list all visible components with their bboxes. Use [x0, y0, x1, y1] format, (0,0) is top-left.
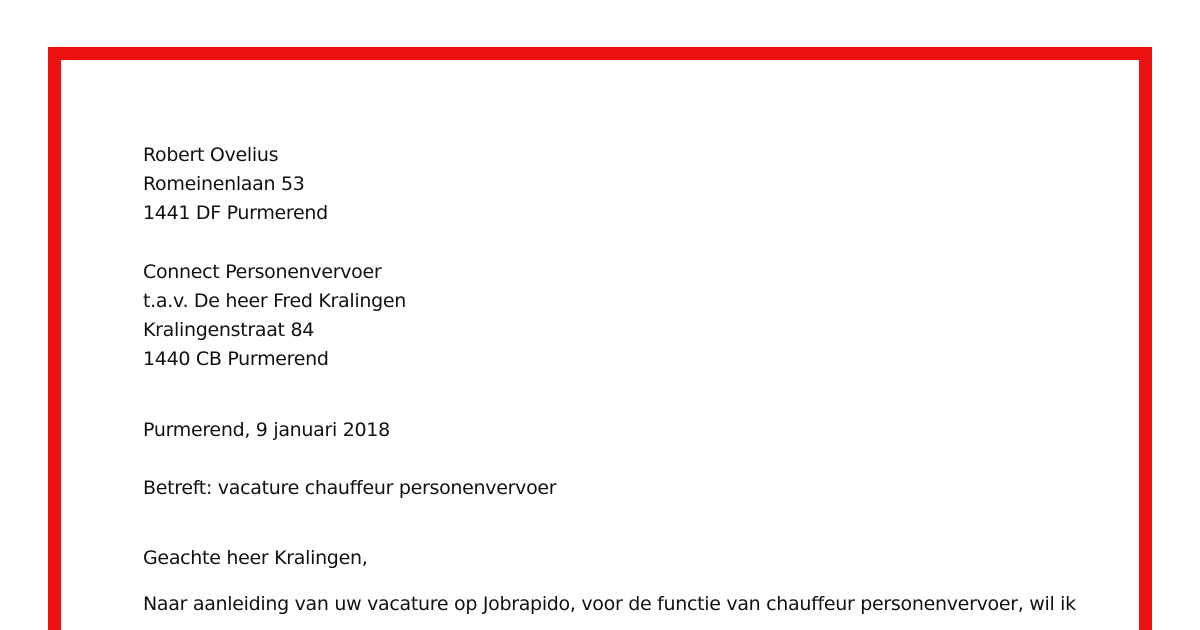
sender-address-block — [143, 141, 1103, 228]
subject-line: Betreft: vacature chauffeur personenvervoer — [143, 477, 557, 499]
recipient-address-block — [143, 258, 1103, 374]
recipient-city: 1440 CB Purmerend — [143, 348, 329, 370]
recipient-street: Kralingenstraat 84 — [143, 319, 315, 341]
sender-name: Robert Ovelius — [143, 144, 279, 166]
letter-content — [143, 141, 1103, 619]
date-line: Purmerend, 9 januari 2018 — [143, 419, 390, 441]
body-paragraph-line: Naar aanleiding van uw vacature op Jobrapido, voor de functie van chauffeur personenvervoer, wil ik — [143, 593, 1076, 615]
salutation: Geachte heer Kralingen, — [143, 547, 368, 569]
sender-city: 1441 DF Purmerend — [143, 202, 328, 224]
recipient-company: Connect Personenvervoer — [143, 261, 382, 283]
recipient-attention: t.a.v. De heer Fred Kralingen — [143, 290, 406, 312]
sender-street: Romeinenlaan 53 — [143, 173, 305, 195]
